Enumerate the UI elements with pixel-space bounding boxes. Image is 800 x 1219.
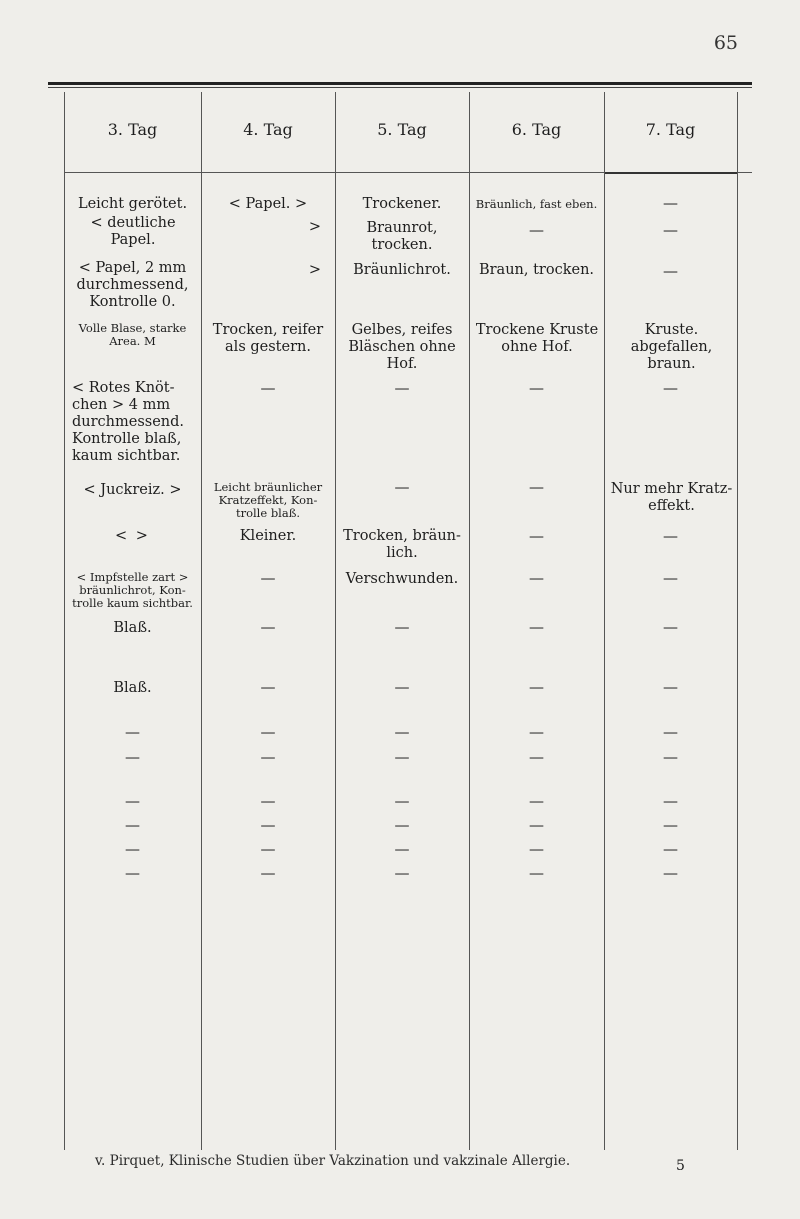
table-cell: — [663, 194, 678, 212]
table-cell: — [125, 723, 140, 741]
table-cell: Kruste. abgefallen, braun. [630, 322, 713, 372]
table-cell: Bräunlichrot. [353, 262, 451, 278]
table-cell: — [663, 816, 678, 834]
top-rule-thin [48, 87, 752, 88]
table-cell: — [663, 792, 678, 810]
header-day-3: 3. Tag [107, 120, 158, 139]
table-cell: < Papel. > [228, 196, 308, 212]
table-cell: Kleiner. [239, 528, 297, 544]
table-cell: — [529, 748, 544, 766]
table-cell: — [663, 723, 678, 741]
table-cell: — [260, 379, 276, 397]
table-cell: < Impfstelle zart > bräunlichrot, Kon-trolle kaum sichtbar. [72, 570, 193, 610]
table-cell: — [663, 748, 678, 766]
table-cell: — [663, 379, 678, 397]
sheet-number: 5 [676, 1158, 685, 1174]
table-cell: Trocken, bräun-lich. [343, 528, 461, 561]
table-cell: — [260, 840, 276, 858]
table-cell: — [663, 569, 678, 587]
table-cell: — [529, 792, 544, 810]
table-cell: Bräunlich, fast eben. [475, 197, 598, 211]
table-cell: — [663, 864, 678, 882]
table-cell: — [260, 678, 276, 696]
header-rule-bold [604, 172, 737, 174]
table-cell: — [529, 221, 544, 239]
header-day-7: 7. Tag [645, 120, 696, 139]
table-cell: — [394, 723, 410, 741]
table-cell: — [394, 748, 410, 766]
table-cell: < Rotes Knöt-chen > 4 mm durchmessend. Kontrolle blaß, kaum sichtbar. [72, 380, 185, 464]
table-cell: — [394, 478, 410, 496]
table-cell: — [663, 840, 678, 858]
table-cell: > [308, 219, 322, 235]
header-day-6: 6. Tag [511, 120, 562, 139]
top-rule [48, 82, 752, 85]
table-cell: Trockener. [362, 196, 442, 212]
table-cell: — [529, 723, 544, 741]
table-cell: — [663, 262, 678, 280]
table-cell: — [529, 816, 544, 834]
table-cell: — [394, 840, 410, 858]
table-cell: Blaß. [113, 680, 152, 696]
table-cell: — [260, 723, 276, 741]
table-cell: Gelbes, reifes Bläschen ohne Hof. [348, 322, 456, 372]
table-cell: Leicht gerötet. [77, 196, 188, 212]
table-cell: Verschwunden. [345, 571, 459, 587]
table-cell: — [529, 379, 544, 397]
table-cell: — [125, 792, 140, 810]
header-day-5: 5. Tag [377, 120, 427, 139]
table-cell: < Papel, 2 mm durchmessend, Kontrolle 0. [76, 260, 189, 310]
table-cell: — [529, 840, 544, 858]
table-cell: — [260, 792, 276, 810]
table-cell: — [663, 618, 678, 636]
table-cell: Braunrot, trocken. [366, 220, 438, 253]
column-divider [737, 92, 738, 1150]
header-day-4: 4. Tag [243, 120, 293, 139]
table-cell: — [260, 618, 276, 636]
table-cell: — [663, 221, 678, 239]
table-cell: Volle Blase, starke Area. M [78, 321, 187, 348]
table-cell: — [529, 864, 544, 882]
table-cell: — [529, 478, 544, 496]
table-cell: Nur mehr Kratz-effekt. [610, 481, 733, 514]
table-cell: Leicht bräunlicher Kratzeffekt, Kon-trolle blaß. [213, 480, 323, 520]
page-number: 65 [713, 32, 738, 54]
table-cell: — [394, 379, 410, 397]
table-cell: — [394, 618, 410, 636]
table-cell: — [529, 618, 544, 636]
table-cell: < Juckreiz. > [83, 482, 182, 498]
table-cell: Trocken, reifer als gestern. [212, 322, 324, 355]
table-cell: Blaß. [113, 620, 152, 636]
table-cell: — [260, 816, 276, 834]
table-cell: — [125, 840, 140, 858]
table-cell: — [394, 816, 410, 834]
table-cell: — [394, 864, 410, 882]
table-cell: < > [115, 528, 150, 544]
table-cell: — [260, 864, 276, 882]
table-cell: — [529, 527, 544, 545]
table-cell: — [125, 816, 140, 834]
table-cell: — [663, 527, 678, 545]
footer-citation: v. Pirquet, Klinische Studien über Vakzination und vakzinale Allergie. [95, 1153, 571, 1169]
table-cell: Trockene Kruste ohne Hof. [475, 322, 599, 355]
table-cell: > [308, 262, 322, 278]
table-cell: — [125, 864, 140, 882]
table-cell: — [394, 792, 410, 810]
table-cell: — [529, 678, 544, 696]
table-cell: — [529, 569, 544, 587]
table-cell: < deutliche Papel. [90, 215, 176, 248]
table-cell: — [394, 678, 410, 696]
table-cell: — [125, 748, 140, 766]
table-cell: — [260, 748, 276, 766]
table-cell: — [260, 569, 276, 587]
table-cell: — [663, 678, 678, 696]
table-cell: Braun, trocken. [478, 262, 595, 278]
